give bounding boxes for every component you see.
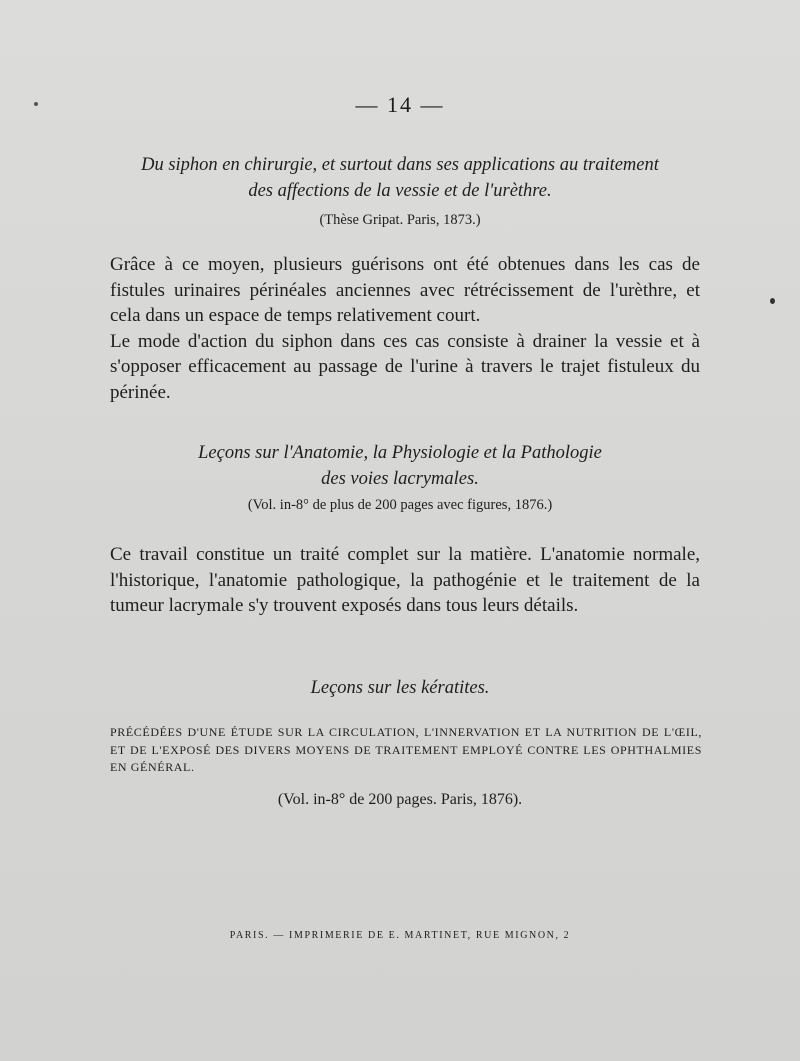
section-title-keratites: [60, 675, 740, 701]
section-body-siphon: [110, 252, 700, 405]
section-title-lacrymales: [60, 440, 740, 492]
title-line: Du siphon en chirurgie, et surtout dans ses applications au traitement: [141, 155, 659, 175]
section-body-lacrymales: [110, 542, 700, 619]
citation: (Vol. in-8° de 200 pages. Paris, 1876).: [277, 791, 523, 808]
citation: (Thèse Gripat. Paris, 1873.): [319, 212, 481, 228]
title-line: des voies lacrymales.: [321, 469, 479, 489]
section-subtitle-keratites: PRÉCÉDÉES D'UNE ÉTUDE SUR LA CIRCULATION, L'INNERVATION ET LA NUTRITION DE L'ŒIL, ET DE L'EXPOSÉ DES DIVERS MOYENS DE TRAITEMENT EMPLOYÉ CONTRE LES OPHTHALMIES EN GÉNÉRAL.: [110, 725, 702, 774]
title-line: Leçons sur les kératites.: [310, 678, 490, 698]
page-number: — 14 —: [355, 92, 445, 117]
speck: [770, 298, 775, 304]
section-title-siphon: [60, 152, 740, 204]
paragraph: Le mode d'action du siphon dans ces cas consiste à drainer la vessie et à s'opposer efficacement au passage de l'urine à travers le trajet fistuleux du périnée.: [110, 330, 700, 403]
title-line: des affections de la vessie et de l'urèthre.: [248, 181, 552, 201]
citation: (Vol. in-8° de plus de 200 pages avec figures, 1876.): [247, 497, 553, 513]
paragraph: Ce travail constitue un traité complet sur la matière. L'anatomie normale, l'historique, l'anatomie pathologique, la pathogénie et le traitement de la tumeur lacrymale s'y trouvent exposés dans tous leurs détails.: [110, 544, 700, 616]
printer-imprint: PARIS. — IMPRIMERIE DE E. MARTINET, RUE MIGNON, 2: [229, 930, 571, 941]
title-line: Leçons sur l'Anatomie, la Physiologie et la Pathologie: [198, 443, 602, 463]
paragraph: Grâce à ce moyen, plusieurs guérisons ont été obtenues dans les cas de fistules urinaires périnéales anciennes avec rétrécissement de l'urèthre, et cela dans un espace de temps relativement court.: [110, 254, 700, 326]
